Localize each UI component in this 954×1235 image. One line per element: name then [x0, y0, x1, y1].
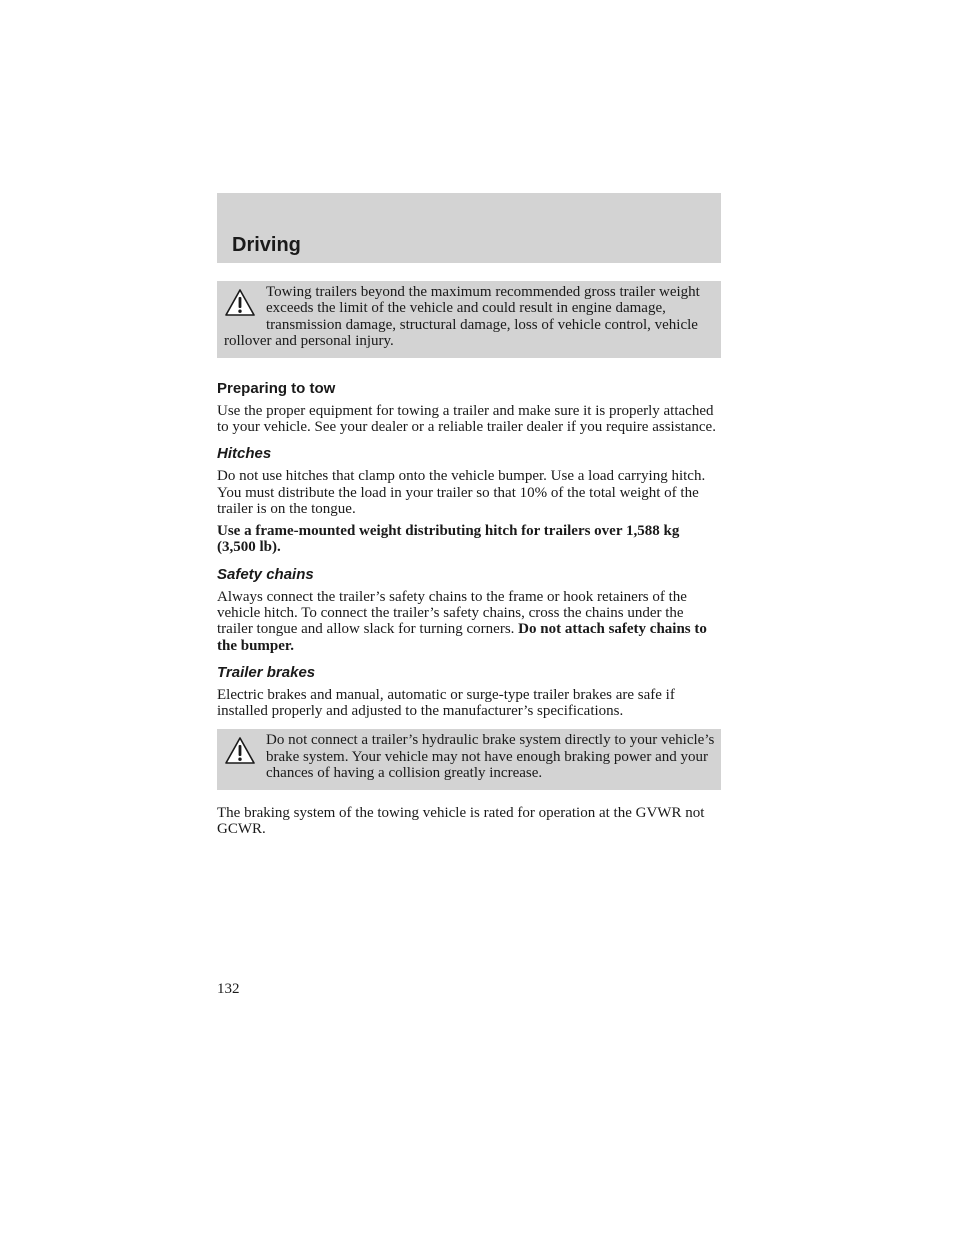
heading-trailer-brakes: Trailer brakes: [217, 663, 316, 681]
warning-triangle-icon: [224, 736, 256, 766]
page-number: 132: [217, 981, 240, 997]
heading-preparing-to-tow: Preparing to tow: [217, 379, 336, 397]
paragraph-safety-chains: [217, 589, 721, 654]
heading-hitches: Hitches: [217, 445, 272, 463]
heading-safety-chains: Safety chains: [217, 565, 314, 583]
safety-chains-text: Always connect the trailer’s safety chains to the frame or hook retainers of the vehicle hitch. To connect the trailer’s safety chains, cross the chains under the trailer tongue and allow slack for turning corners.: [217, 588, 687, 638]
warning-text: Towing trailers beyond the maximum recommended gross trailer weight exceeds the limit of the vehicle and could result in engine damage, transmission damage, structural damage, loss of vehicle control, vehicle rollover and personal injury.: [224, 284, 700, 350]
section-header-bar: [217, 193, 721, 263]
paragraph-braking-system: The braking system of the towing vehicle is rated for operation at the GVWR not GCWR.: [217, 804, 705, 837]
warning-text: Do not connect a trailer’s hydraulic brake system directly to your vehicle’s brake system. Your vehicle may not have enough braking power and your chances of having a collision greatly increase.: [266, 732, 715, 782]
warning-box-towing-limit: [217, 281, 721, 358]
section-title: Driving: [232, 234, 301, 256]
paragraph-hitches-bold: Use a frame-mounted weight distributing hitch for trailers over 1,588 kg (3,500 lb).: [217, 523, 680, 556]
manual-page: [217, 193, 721, 843]
paragraph-hitches: Do not use hitches that clamp onto the vehicle bumper. Use a load carrying hitch. You must distribute the load in your trailer so that 10% of the total weight of the trailer is on the tongue.: [217, 468, 706, 517]
safety-chains-bold-text: Do not attach safety chains to the bumper.: [217, 621, 707, 654]
paragraph-preparing: Use the proper equipment for towing a trailer and make sure it is properly attached to your vehicle. See your dealer or a reliable trailer dealer if you require assistance.: [217, 402, 716, 435]
paragraph-trailer-brakes: Electric brakes and manual, automatic or surge-type trailer brakes are safe if installed properly and adjusted to the manufacturer’s specifications.: [217, 686, 675, 720]
warning-box-hydraulic-brakes: [217, 729, 721, 789]
warning-triangle-icon: [224, 288, 256, 318]
